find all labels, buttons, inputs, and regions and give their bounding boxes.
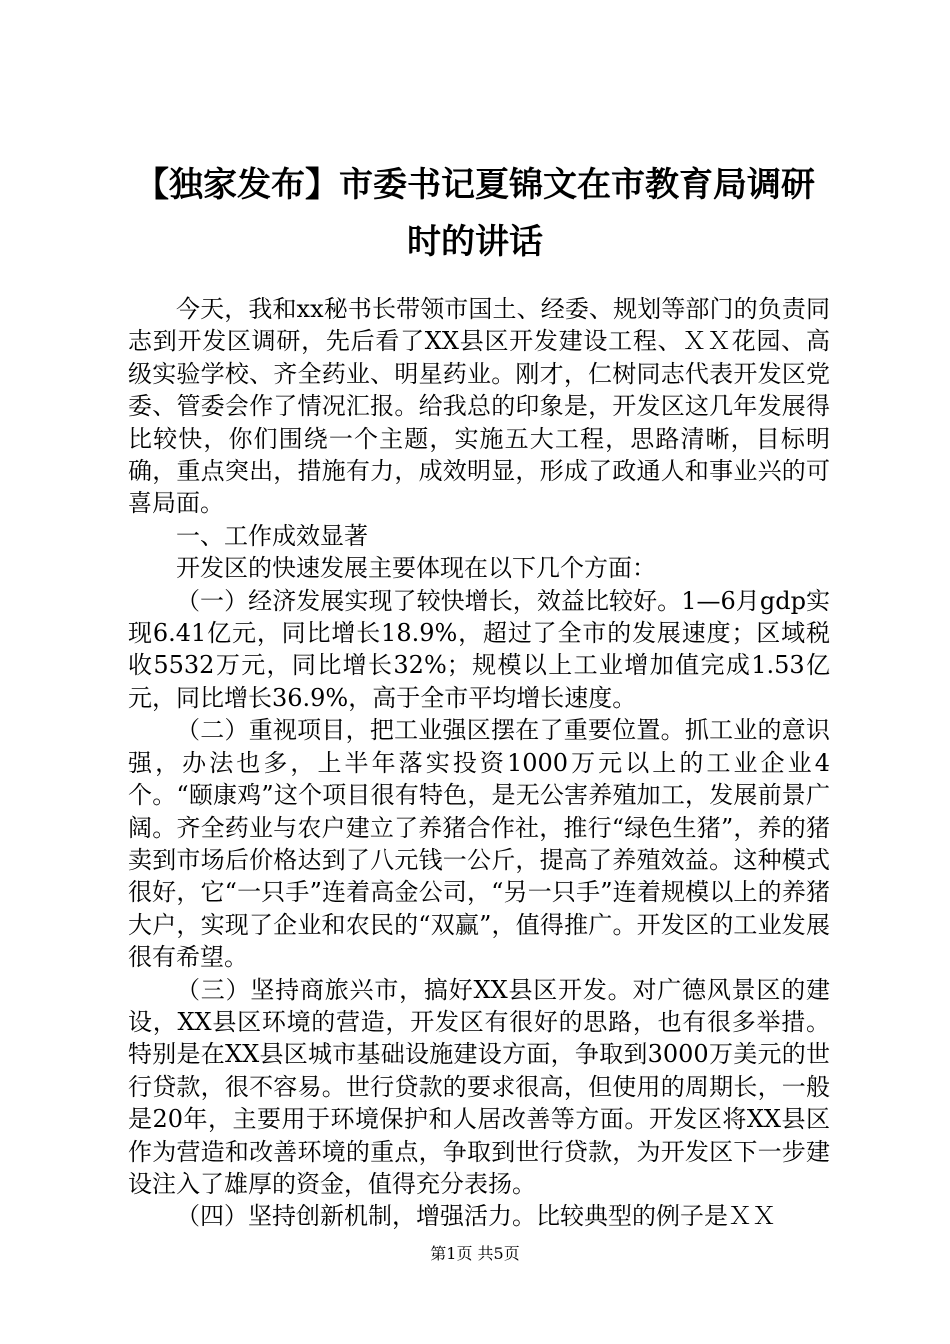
document-title-line-2: 时的讲话 bbox=[407, 222, 543, 262]
document-title-line-1: 【独家发布】市委书记夏锦文在市教育局调研 bbox=[135, 165, 815, 205]
paragraph-point-4: （四）坚持创新机制，增强活力。比较典型的例子是ＸＸ bbox=[176, 1202, 776, 1231]
paragraph-intro: 今天，我和xx秘书长带领市国土、经委、规划等部门的负责同志到开发区调研，先后看了XX县区开发建设工程、ＸＸ花园、高级实验学校、齐全药业、明星药业。刚才，仁树同志代表开发区党委、管委会作了情况汇报。给我总的印象是，开发区这几年发展得比较快，你们围绕一个主题，实施五大工程，思路清晰，目标明确，重点突出，措施有力，成效明显，形成了政通人和事业兴的可喜局面。 bbox=[128, 295, 830, 518]
paragraph-point-3: （三）坚持商旅兴市，搞好XX县区开发。对广德风景区的建设，XX县区环境的营造，开发区有很好的思路，也有很多举措。特别是在XX县区城市基础设施建设方面，争取到3000万美元的世行贷款，很不容易。世行贷款的要求很高，但使用的周期长，一般是20年，主要用于环境保护和人居改善等方面。开发区将XX县区作为营造和改善环境的重点，争取到世行贷款，为开发区下一步建设注入了雄厚的资金，值得充分表扬。 bbox=[128, 975, 830, 1198]
document-body bbox=[128, 293, 830, 1233]
paragraph-point-2: （二）重视项目，把工业强区摆在了重要位置。抓工业的意识强，办法也多，上半年落实投资1000万元以上的工业企业4个。“颐康鸡”这个项目很有特色，是无公害养殖加工，发展前景广阔。齐全药业与农户建立了养猪合作社，推行“绿色生猪”，养的猪卖到市场后价格达到了八元钱一公斤，提高了养殖效益。这种模式很好，它“一只手”连着高金公司，“另一只手”连着规模以上的养猪大户，实现了企业和农民的“双赢”，值得推广。开发区的工业发展很有希望。 bbox=[128, 716, 830, 972]
paragraph-overview: 开发区的快速发展主要体现在以下几个方面： bbox=[176, 554, 656, 583]
section-heading-achievements: 一、工作成效显著 bbox=[176, 521, 368, 550]
paragraph-point-1: （一）经济发展实现了较快增长，效益比较好。1—6月gdp实现6.41亿元，同比增长18.9%，超过了全市的发展速度；区域税收5532万元，同比增长32%；规模以上工业增加值完成1.53亿元，同比增长36.9%，高于全市平均增长速度。 bbox=[128, 586, 830, 712]
page-number-footer: 第1页 共5页 bbox=[430, 1244, 520, 1263]
